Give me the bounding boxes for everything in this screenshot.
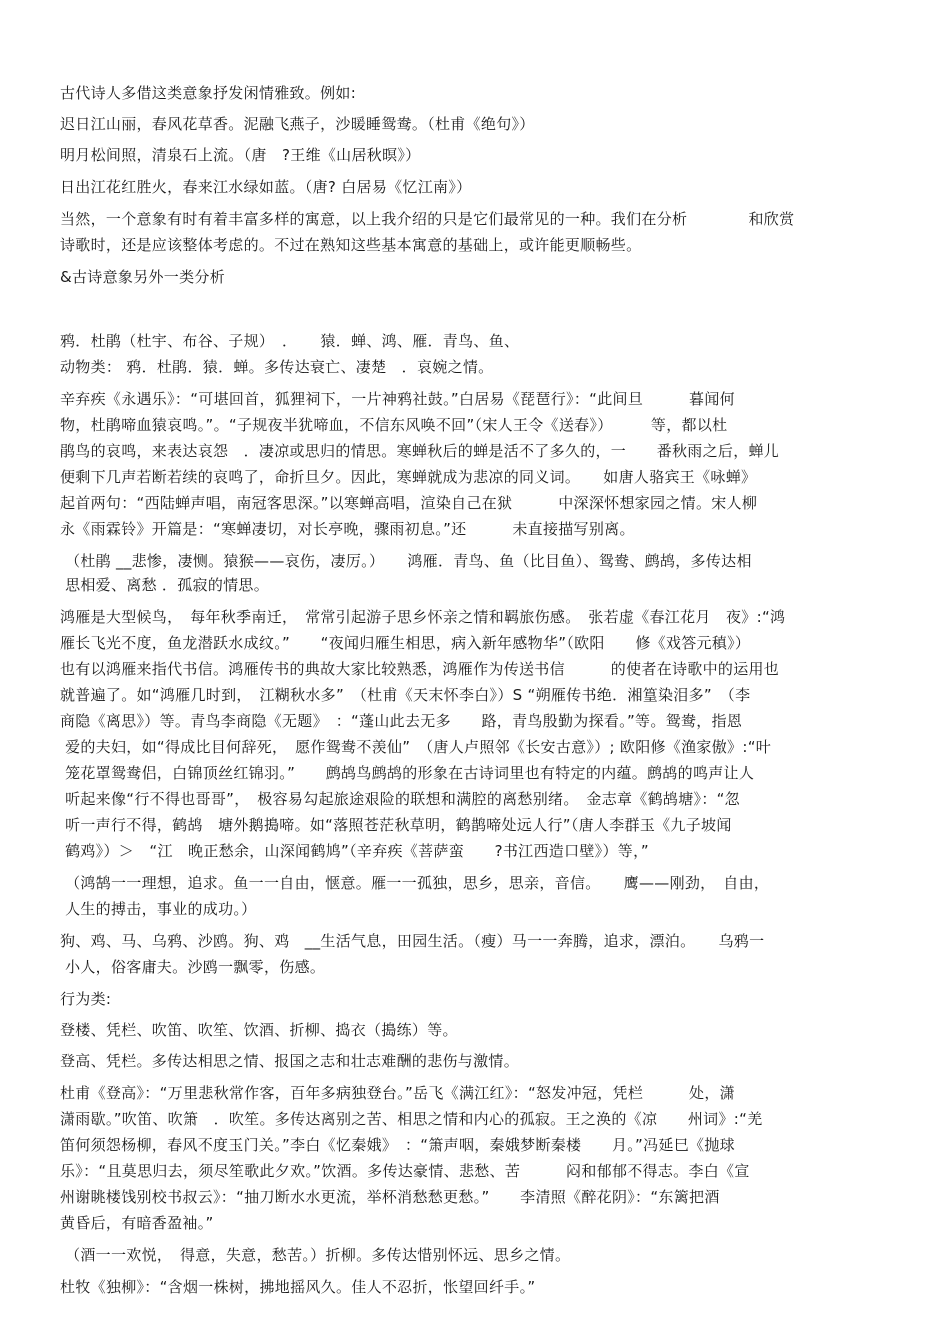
text-line: 杜牧《独柳》：“含烟一株树，拂地摇风久。佳人不忍折，怅望回纤手。” xyxy=(60,1278,536,1296)
text-line: 乐》：“且莫思归去，须尽笙歌此夕欢。”饮酒。多传达豪情、悲愁、苦 闷和郁郁不得志。李白《宣 xyxy=(60,1162,750,1180)
text-line: 人生的搏击，事业的成功。） xyxy=(60,900,257,918)
text-line: 鸦．杜鹃（杜宇、布谷、子规） ． 猿．蝉、鸿、雁．青鸟、鱼、 xyxy=(60,332,520,350)
text-line: 古代诗人多借这类意象抒发闲情雅致。例如: xyxy=(60,84,357,102)
text-line: 登楼、凭栏、吹笛、吹笙、饮酒、折柳、捣衣（搗练）等。 xyxy=(60,1021,458,1039)
text-line: 也有以鸿雁来指代书信。鸿雁传书的典故大家比较熟悉，鸿雁作为传送书信 的使者在诗歌中的运用也 xyxy=(60,660,780,678)
section-heading: 行为类: xyxy=(60,990,112,1008)
text-line: 起首两句：“西陆蝉声唱，南冠客思深。”以寒蝉高唱，渲染自己在狱 中深深怀想家园之情。宋人柳 xyxy=(60,494,758,512)
text-line: 诗歌时，还是应该整体考虑的。不过在熟知这些基本寓意的基础上，或许能更顺畅些。 xyxy=(60,236,642,254)
text-line: 鸿雁是大型候鸟， 每年秋季南迁， 常常引起游子思乡怀亲之情和羁旅伤感。 张若虚《春江花月 夜》:“鸿 xyxy=(60,608,786,626)
text-line: 州谢眺楼饯别校书叔云》：“抽刀断水水更流，举杯消愁愁更愁。” 李清照《醉花阴》：“东篱把酒 xyxy=(60,1188,720,1206)
text-line: 商隐《离思》）等。青鸟李商隐《无题》 ：“蓬山此去无多 路，青鸟殷勤为探看。”等。鸳鸯，指恩 xyxy=(60,712,743,730)
text-line: 雁长飞光不度，鱼龙潜跃水成纹。” “夜闻归雁生相思，病入新年感物华”（欧阳 修《戏答元稹》） xyxy=(60,634,751,652)
text-line: 物，杜鹃啼血猿哀鸣。”。“子规夜半犹啼血，不信东风唤不回”（宋人王令《送春》） 等，都以杜 xyxy=(60,416,728,434)
text-line: 笼花罩鸳鸯侣，白锦顶丝红锦羽。” 鹧鸪鸟鹧鸪的形象在古诗词里也有特定的内蕴。鹧鸪的鸣声让人 xyxy=(60,764,755,782)
text-line: 就普遍了。如“鸿雁几时到， 江糊秋水多” （杜甫《天末怀李白》）S “朔雁传书绝．湘篁染泪多” （李 xyxy=(60,686,751,704)
text-line: 永《雨霖铃》开篇是：“寒蝉凄切，对长亭晚，骤雨初息。”还 未直接描写别离。 xyxy=(60,520,635,538)
text-line: 小人，俗客庸夫。沙鸥一飘零，伤感。 xyxy=(60,958,326,976)
text-line: 黄昏后，有暗香盈袖。” xyxy=(60,1214,214,1232)
text-line: 辛弃疾《永遇乐》：“可堪回首，狐狸祠下，一片神鸦社鼓。”白居易《琵琶行》：“此间旦 暮闻何 xyxy=(60,390,735,408)
text-line: 杜甫《登高》：“万里悲秋常作客，百年多病独登台。”岳飞《满江红》：“怒发冲冠，凭栏 处，潇 xyxy=(60,1084,735,1102)
text-line: 笛何须怨杨柳，春风不度玉门关。”李白《忆秦娥》 ：“箫声咽，秦娥梦断秦楼 月。”冯延巳《抛球 xyxy=(60,1136,735,1154)
text-line: 爱的夫妇，如“得成比目何辞死， 愿作鸳鸯不羡仙” （唐人卢照邻《长安古意》）; 欧阳修《渔家傲》:“叶 xyxy=(60,738,772,756)
text-line: 当然，一个意象有时有着丰富多样的寓意，以上我介绍的只是它们最常见的一种。我们在分析 和欣赏 xyxy=(60,210,795,228)
text-line: 听一声行不得，鹤鸪 塘外鹅搗啼。如“落照苍茫秋草明，鹤鹊啼处远人行”（唐人李群玉《九子坡闻 xyxy=(60,816,732,834)
text-line: 思相爱、离愁 ．孤寂的情思。 xyxy=(60,576,270,594)
text-line: 迟日江山丽，春风花草香。泥融飞燕子，沙暖睡鸳鸯。（杜甫《绝句》） xyxy=(60,115,535,133)
text-line: 登高、凭栏。多传达相思之情、报国之志和壮志难酬的悲伤与激情。 xyxy=(60,1052,520,1070)
section-heading: &古诗意象另外一类分析 xyxy=(60,268,225,286)
text-line: （杜鹃 __悲惨，凄恻。猿猴——哀伤，凄厉。） 鸿雁．青鸟、鱼（比目鱼）、鸳鸯、鹧鸪，多传达相 xyxy=(60,552,752,570)
text-line: 鹤鸡》）＞ “江 晚正愁余，山深闻鹤鸠”（辛弃疾《菩萨蛮 ?书江西造口壁》）等，” xyxy=(60,842,649,860)
text-line: 动物类： 鸦．杜鹃．猿．蝉。多传达衰亡、凄楚 ．哀婉之情。 xyxy=(60,358,494,376)
text-line: 狗、鸡、马、乌鸦、沙鸥。狗、鸡 __生活气息，田园生活。（瘦）马一一奔腾，追求，漂泊。 乌鸦一 xyxy=(60,932,765,950)
text-line: 潇雨歇。”吹笛、吹箫 ．吹笙。多传达离别之苦、相思之情和内心的孤寂。王之涣的《凉 州词》:“羌 xyxy=(60,1110,763,1128)
text-line: 听起来像“行不得也哥哥”， 极容易勾起旅途艰险的联想和满腔的离愁别绪。 金志章《鹤鸪塘》：“忽 xyxy=(60,790,740,808)
text-line: 日出江花红胜火，春来江水绿如蓝。（唐? 白居易《忆江南》） xyxy=(60,178,472,196)
text-line: 明月松间照，清泉石上流。（唐 ?王维《山居秋暝》） xyxy=(60,146,421,164)
text-line: 鹃鸟的哀鸣，来表达哀怨 ．凄凉或思归的情思。寒蝉秋后的蝉是活不了多久的，一 番秋雨之后，蝉儿 xyxy=(60,442,780,460)
text-line: 便剩下几声若断若续的哀鸣了，命折旦夕。因此，寒蝉就成为悲凉的同义词。 如唐人骆宾王《咏蝉》 xyxy=(60,468,757,486)
text-line: （酒一一欢悦， 得意，失意，愁苦。）折柳。多传达惜别怀远、思乡之情。 xyxy=(60,1246,571,1264)
text-line: （鸿鹄一一理想，追求。鱼一一自由，惬意。雁一一孤独，思乡，思亲，音信。 鹰——刚劲， 自由， xyxy=(60,874,770,892)
